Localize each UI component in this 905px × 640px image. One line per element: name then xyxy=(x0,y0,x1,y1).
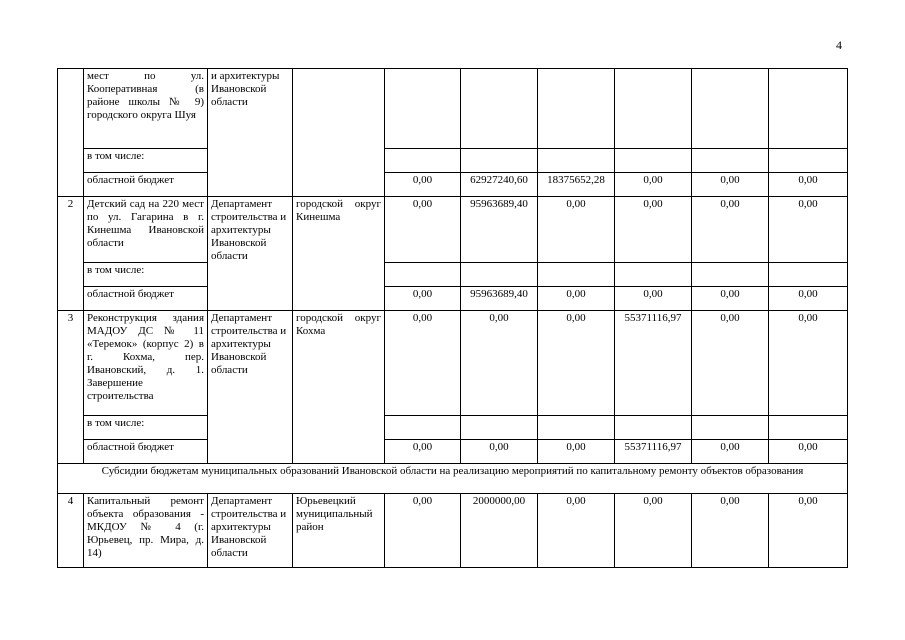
department-cell: Департамент строительства и архитектуры Ивановской области xyxy=(208,311,293,464)
row-number-cell: 4 xyxy=(58,494,84,568)
program-table xyxy=(57,68,848,568)
object-name-cell: Детский сад на 220 мест по ул. Гагарина в г. Кинешма Ивановской области xyxy=(84,197,208,263)
table-row xyxy=(58,263,848,287)
value-cell: 0,00 xyxy=(538,494,615,568)
including-label: в том числе: xyxy=(84,149,208,173)
value-cell: 0,00 xyxy=(615,494,692,568)
value-cell xyxy=(692,69,769,149)
value-cell xyxy=(769,69,848,149)
row-number-cell xyxy=(58,69,84,197)
value-cell: 0,00 xyxy=(385,440,461,464)
value-cell: 0,00 xyxy=(385,173,461,197)
budget-row xyxy=(58,173,848,197)
section-title: Субсидии бюджетам муниципальных образований Ивановской области на реализацию мероприятий по капитальному ремонту объектов образования xyxy=(58,464,848,494)
value-cell: 0,00 xyxy=(769,197,848,263)
row-number-cell: 3 xyxy=(58,311,84,464)
department-cell: Департамент строительства и архитектуры Ивановской области xyxy=(208,494,293,568)
value-cell: 55371116,97 xyxy=(615,311,692,416)
value-cell: 0,00 xyxy=(538,311,615,416)
department-cell: и архитектуры Ивановской области xyxy=(208,69,293,197)
value-cell: 0,00 xyxy=(461,311,538,416)
page-number: 4 xyxy=(836,38,842,52)
table-row xyxy=(58,149,848,173)
value-cell xyxy=(385,69,461,149)
value-cell: 95963689,40 xyxy=(461,287,538,311)
area-cell: Юрьевецкий муниципальный район xyxy=(293,494,385,568)
value-cell: 0,00 xyxy=(692,173,769,197)
value-cell: 0,00 xyxy=(692,197,769,263)
value-cell: 95963689,40 xyxy=(461,197,538,263)
value-cell: 18375652,28 xyxy=(538,173,615,197)
object-name-cell: мест по ул. Кооперативная (в районе школы № 9) городского округа Шуя xyxy=(84,69,208,149)
object-name-cell: Капитальный ремонт объекта образования - МКДОУ № 4 (г. Юрьевец, пр. Мира, д. 14) xyxy=(84,494,208,568)
value-cell: 62927240,60 xyxy=(461,173,538,197)
value-cell: 0,00 xyxy=(692,494,769,568)
value-cell: 0,00 xyxy=(692,287,769,311)
value-cell: 0,00 xyxy=(615,173,692,197)
value-cell xyxy=(538,69,615,149)
including-label: в том числе: xyxy=(84,263,208,287)
value-cell: 0,00 xyxy=(385,287,461,311)
value-cell: 0,00 xyxy=(615,287,692,311)
budget-label: областной бюджет xyxy=(84,173,208,197)
value-cell: 0,00 xyxy=(385,494,461,568)
table-row xyxy=(58,416,848,440)
row-number-cell: 2 xyxy=(58,197,84,311)
value-cell: 0,00 xyxy=(692,311,769,416)
value-cell: 0,00 xyxy=(615,197,692,263)
value-cell: 55371116,97 xyxy=(615,440,692,464)
value-cell: 0,00 xyxy=(769,311,848,416)
value-cell: 0,00 xyxy=(385,311,461,416)
object-name-cell: Реконструкция здания МАДОУ ДС № 11 «Теремок» (корпус 2) в г. Кохма, пер. Ивановский, д. 1. Завершение строительства xyxy=(84,311,208,416)
section-header-row xyxy=(58,464,848,494)
budget-row xyxy=(58,440,848,464)
table-row xyxy=(58,494,848,568)
value-cell: 0,00 xyxy=(692,440,769,464)
value-cell: 0,00 xyxy=(461,440,538,464)
table-row xyxy=(58,197,848,263)
value-cell: 0,00 xyxy=(769,494,848,568)
value-cell: 0,00 xyxy=(769,440,848,464)
table-row xyxy=(58,69,848,149)
value-cell xyxy=(461,69,538,149)
budget-row xyxy=(58,287,848,311)
budget-label: областной бюджет xyxy=(84,287,208,311)
area-cell: городской округ Кохма xyxy=(293,311,385,464)
value-cell: 0,00 xyxy=(538,440,615,464)
value-cell: 2000000,00 xyxy=(461,494,538,568)
value-cell: 0,00 xyxy=(538,287,615,311)
value-cell: 0,00 xyxy=(385,197,461,263)
value-cell xyxy=(615,69,692,149)
value-cell: 0,00 xyxy=(538,197,615,263)
value-cell: 0,00 xyxy=(769,287,848,311)
department-cell: Департамент строительства и архитектуры Ивановской области xyxy=(208,197,293,311)
value-cell: 0,00 xyxy=(769,173,848,197)
area-cell xyxy=(293,69,385,197)
area-cell: городской округ Кинешма xyxy=(293,197,385,311)
budget-label: областной бюджет xyxy=(84,440,208,464)
including-label: в том числе: xyxy=(84,416,208,440)
table-row xyxy=(58,311,848,416)
